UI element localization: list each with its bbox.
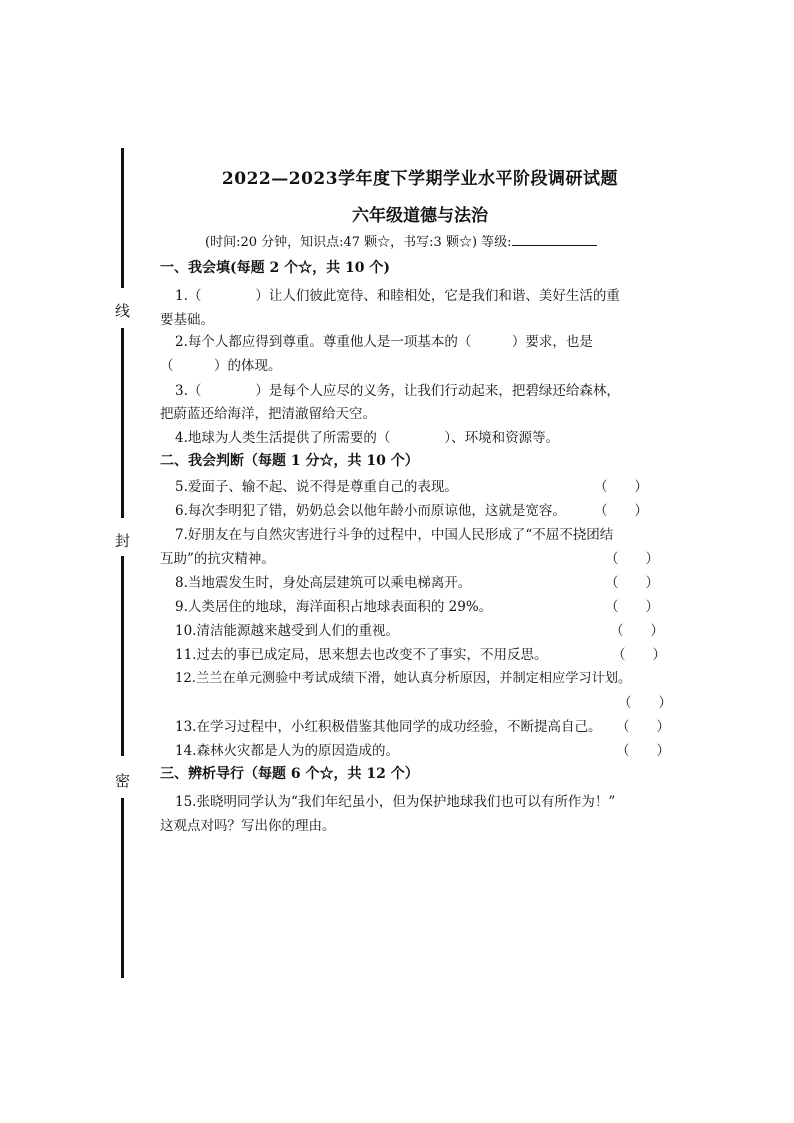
section-2-heading: 二、我会判断（每题 1 分☆，共 10 个） (160, 453, 419, 469)
question-3-line-2: 把蔚蓝还给海洋，把清澈留给天空。 (160, 406, 376, 422)
binding-char-feng: 封 (115, 528, 130, 553)
question-2-line-1: 2.每个人都应得到尊重。尊重他人是一项基本的（ ）要求，也是 (175, 334, 593, 350)
question-2-line-2: （ ）的体现。 (160, 358, 282, 374)
answer-paren-8[interactable]: （ ） (605, 575, 659, 591)
question-7-line-1: 7.好朋友在与自然灾害进行斗争的过程中，中国人民形成了“不屈不挠团结 (175, 527, 614, 543)
binding-line-middle-1 (121, 328, 124, 518)
question-13: 13.在学习过程中，小红积极借鉴其他同学的成功经验，不断提高自己。 (175, 719, 602, 735)
question-1-line-2: 要基础。 (160, 312, 214, 328)
section-3-heading: 三、辨析导行（每题 6 个☆，共 12 个） (160, 766, 419, 782)
question-15-line-2: 这观点对吗？写出你的理由。 (160, 818, 336, 834)
question-14: 14.森林火灾都是人为的原因造成的。 (175, 743, 399, 759)
question-6: 6.每次李明犯了错，奶奶总会以他年龄小而原谅他，这就是宽容。 (175, 503, 566, 519)
binding-line-bottom (121, 798, 124, 978)
answer-paren-5[interactable]: （ ） (594, 479, 648, 495)
answer-paren-10[interactable]: （ ） (610, 623, 664, 639)
answer-paren-6[interactable]: （ ） (594, 503, 648, 519)
answer-paren-7[interactable]: （ ） (605, 551, 659, 567)
binding-char-mi: 密 (115, 768, 130, 793)
question-11: 11.过去的事已成定局，思来想去也改变不了事实，不用反思。 (175, 647, 548, 663)
question-1-line-1: 1.（ ）让人们彼此宽待、和睦相处，它是我们和谐、美好生活的重 (175, 288, 620, 304)
exam-info-text: (时间:20 分钟，知识点:47 颗☆，书写:3 颗☆) 等级: (205, 235, 512, 250)
question-5: 5.爱面子、输不起、说不得是尊重自己的表现。 (175, 479, 458, 495)
answer-paren-14[interactable]: （ ） (616, 743, 670, 759)
exam-title: 2022—2023学年度下学期学业水平阶段调研试题 (221, 169, 619, 189)
question-4: 4.地球为人类生活提供了所需要的（ ）、环境和资源等。 (175, 430, 560, 446)
answer-paren-11[interactable]: （ ） (612, 647, 666, 663)
section-1-heading: 一、我会填(每题 2 个☆，共 10 个) (160, 260, 390, 276)
question-12: 12.兰兰在单元测验中考试成绩下滑，她认真分析原因，并制定相应学习计划。 (175, 671, 632, 686)
exam-subtitle: 六年级道德与法治 (352, 206, 488, 226)
binding-char-xian: 线 (115, 298, 130, 323)
answer-paren-9[interactable]: （ ） (605, 599, 659, 615)
answer-paren-13[interactable]: （ ） (616, 719, 670, 735)
binding-line-top (121, 148, 124, 288)
question-8: 8.当地震发生时，身处高层建筑可以乘电梯离开。 (175, 575, 472, 591)
question-3-line-1: 3.（ ）是每个人应尽的义务，让我们行动起来，把碧绿还给森林， (175, 383, 620, 399)
question-9: 9.人类居住的地球，海洋面积占地球表面积的 29%。 (175, 599, 493, 615)
answer-paren-12[interactable]: （ ） (618, 695, 672, 711)
grade-blank[interactable] (512, 233, 597, 246)
question-10: 10.清洁能源越来越受到人们的重视。 (175, 623, 399, 639)
binding-line-middle-2 (121, 556, 124, 756)
question-15-line-1: 15.张晓明同学认为“我们年纪虽小，但为保护地球我们也可以有所作为！” (175, 794, 616, 810)
question-7-line-2: 互助”的抗灾精神。 (160, 551, 275, 567)
exam-info (205, 231, 597, 250)
